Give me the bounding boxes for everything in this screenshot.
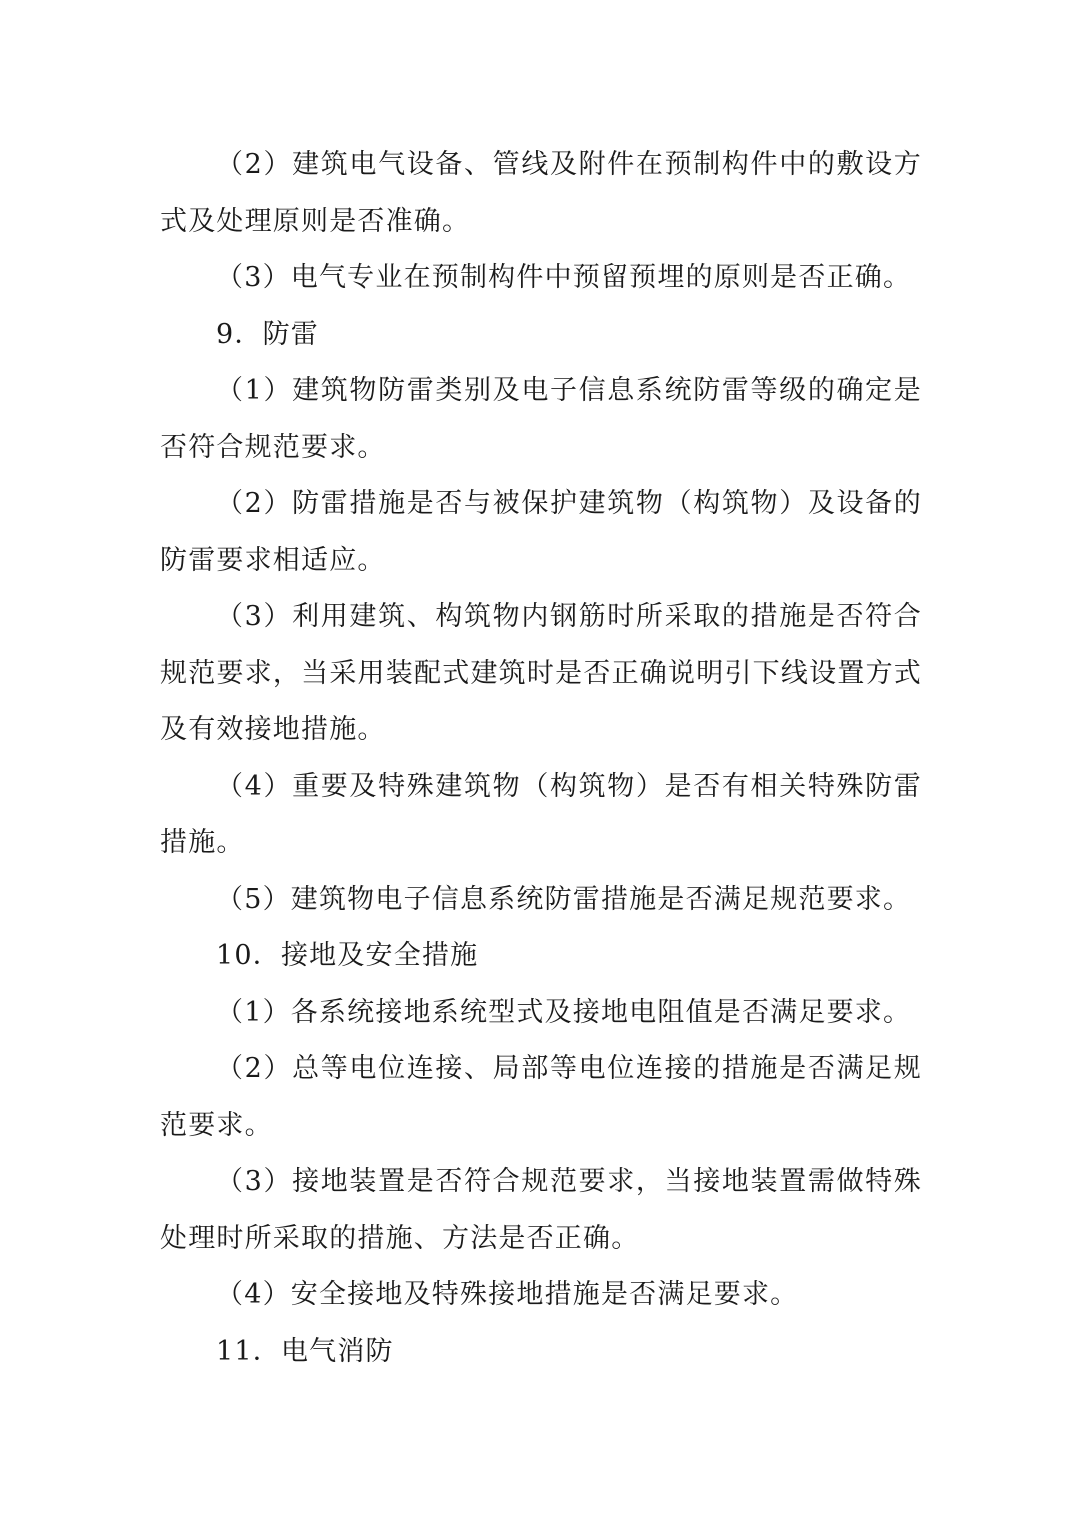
paragraph-item: （1）建筑物防雷类别及电子信息系统防雷等级的确定是否符合规范要求。 xyxy=(160,375,922,463)
section-heading: 10．接地及安全措施 xyxy=(216,940,479,971)
paragraph-item: （2）建筑电气设备、管线及附件在预制构件中的敷设方式及处理原则是否准确。 xyxy=(160,149,922,237)
paragraph-item: （3）利用建筑、构筑物内钢筋时所采取的措施是否符合规范要求，当采用装配式建筑时是否正确说明引下线设置方式及有效接地措施。 xyxy=(160,601,922,745)
paragraph-item: （3）接地装置是否符合规范要求，当接地装置需做特殊处理时所采取的措施、方法是否正确。 xyxy=(160,1166,922,1254)
paragraph-item: （5）建筑物电子信息系统防雷措施是否满足规范要求。 xyxy=(216,883,912,915)
paragraph-item: （2）总等电位连接、局部等电位连接的措施是否满足规范要求。 xyxy=(160,1053,922,1141)
paragraph-item: （2）防雷措施是否与被保护建筑物（构筑物）及设备的防雷要求相适应。 xyxy=(160,488,922,576)
paragraph-item: （4）重要及特殊建筑物（构筑物）是否有相关特殊防雷措施。 xyxy=(160,770,922,858)
document-body xyxy=(160,137,922,1380)
section-heading: 9．防雷 xyxy=(216,318,319,350)
paragraph-item: （1）各系统接地系统型式及接地电阻值是否满足要求。 xyxy=(216,996,912,1028)
paragraph-item: （3）电气专业在预制构件中预留预埋的原则是否正确。 xyxy=(216,262,912,293)
paragraph-item: （4）安全接地及特殊接地措施是否满足要求。 xyxy=(216,1279,799,1310)
section-heading: 11．电气消防 xyxy=(216,1335,394,1367)
